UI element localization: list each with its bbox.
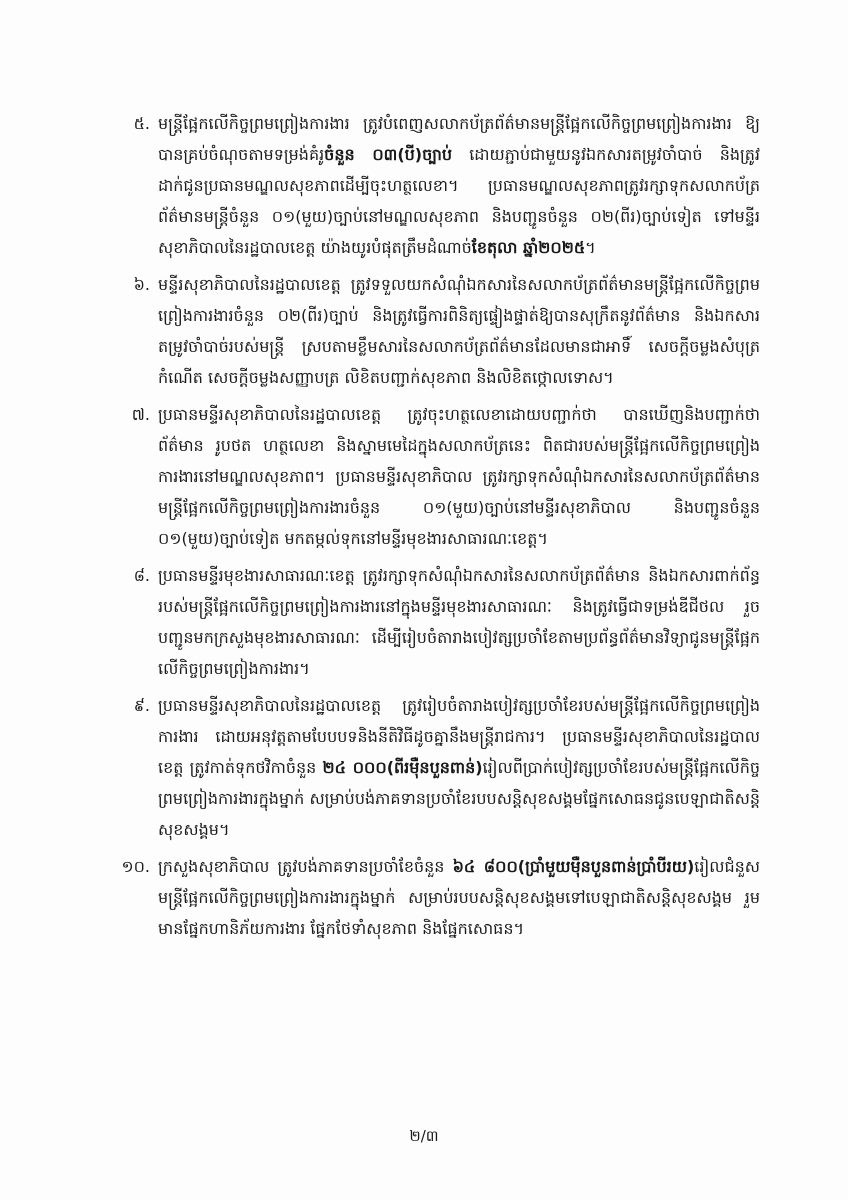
list-item xyxy=(108,399,760,554)
item-text-part: ។ xyxy=(585,238,596,257)
item-number: ៥. xyxy=(133,114,150,133)
item-number: ៩. xyxy=(133,696,150,715)
item-text-part: រៀលជំនួសមន្ត្រីផ្អែកលើកិច្ចព្រមព្រៀងការងារក្នុងម្នាក់ សម្រាប់របបសន្តិសុខសង្គមទៅបេឡាជាតិសន្តិសុខសង្គម រួមមានផ្នែកហានិភ័យការងារ ផ្នែកថែទាំសុខភាព និងផ្នែកសោធន។ xyxy=(158,857,760,938)
item-text-part: រៀលពីប្រាក់បៀវត្សប្រចាំខែរបស់មន្ត្រីផ្អែកលើកិច្ចព្រមព្រៀងការងារក្នុងម្នាក់ សម្រាប់បង់ភាគទានប្រចាំខែរបបសន្តិសុខសង្គមផ្នែកសោធនជូនបេឡាជាតិសន្តិសុខសង្គម។ xyxy=(158,758,761,839)
item-text-part: ប្រធានមន្ទីរសុខាភិបាលនៃរដ្ឋបាលខេត្ត ត្រូវរៀបចំតារាងបៀវត្សប្រចាំខែរបស់មន្ត្រីផ្អែកលើកិច្ចព្រមព្រៀងការងារ ដោយអនុវត្តតាមបែបបទនិងនីតិវិធីដូចគ្នានឹងមន្ត្រីរាជការ។ ប្រធានមន្ទីរសុខាភិបាលនៃរដ្ឋបាលខេត្ត ត្រូវកាត់ទុកថវិកាចំនួន xyxy=(158,696,760,777)
item-bold-part: ២៤ ០០០(ពីរម៉ឺនបួនពាន់) xyxy=(322,758,483,777)
item-text xyxy=(158,851,760,944)
item-text-part: មន្ត្រីផ្អែកលើកិច្ចព្រមព្រៀងការងារ ត្រូវបំពេញសលាកប័ត្រព័ត៌មានមន្ត្រីផ្អែកលើកិច្ចព្រមព្រៀងការងារ ឱ្យបានគ្រប់ចំណុចតាមទម្រង់គំរូ xyxy=(158,114,760,164)
item-text-part: ប្រធានមន្ទីរសុខាភិបាលនៃរដ្ឋបាលខេត្ត ត្រូវចុះហត្ថលេខាដោយបញ្ជាក់ថា បានឃើញនិងបញ្ជាក់ថាព័ត៌មាន រូបថត ហត្ថលេខា និងស្នាមមេដៃក្នុងសលាកប័ត្រនេះ ពិតជារបស់មន្ត្រីផ្អែកលើកិច្ចព្រមព្រៀងការងារនៅមណ្ឌលសុខភាព។ ប្រធានមន្ទីរសុខាភិបាល ត្រូវរក្សាទុកសំណុំឯកសារនៃសលាកប័ត្រព័ត៌មានមន្ត្រីផ្អែកលើកិច្ចព្រមព្រៀងការងារចំនួន ០១(មួយ)ច្បាប់នៅមន្ទីរសុខាភិបាល និងបញ្ជូនចំនួន ០១(មួយ)ច្បាប់ទៀត មកតម្កល់ទុកនៅមន្ទីរមុខងារសាធារណៈខេត្ត។ xyxy=(158,405,760,548)
item-text-part: ក្រសួងសុខាភិបាល ត្រូវបង់ភាគទានប្រចាំខែចំនួន xyxy=(158,857,453,876)
item-number: ៧. xyxy=(131,405,150,424)
item-bold-part: ខែតុលា ឆ្នាំ២០២៥ xyxy=(471,238,586,257)
instruction-list xyxy=(108,108,760,950)
item-bold-part: ចំនួន ០៣(បី)ច្បាប់ xyxy=(324,145,453,164)
item-text xyxy=(158,690,760,845)
item-text xyxy=(158,269,760,393)
item-number: ១០. xyxy=(121,857,150,876)
page-number: ២/៣ xyxy=(409,1127,439,1145)
item-text xyxy=(158,560,760,684)
item-text-part: ដោយភ្ជាប់ជាមួយនូវឯកសារតម្រូវចាំបាច់ និងត្រូវដាក់ជូនប្រធានមណ្ឌលសុខភាពដើម្បីចុះហត្ថលេខា។ ប្រធានមណ្ឌលសុខភាពត្រូវរក្សាទុកសលាកប័ត្រព័ត៌មានមន្ត្រីចំនួន ០១(មួយ)ច្បាប់នៅមណ្ឌលសុខភាព និងបញ្ជូនចំនួន ០២(ពីរ)ច្បាប់ទៀត ទៅមន្ទីរសុខាភិបាលនៃរដ្ឋបាលខេត្ត យ៉ាងយូរបំផុតត្រឹមដំណាច់ xyxy=(158,145,761,257)
list-item xyxy=(108,690,760,845)
item-text xyxy=(158,399,760,554)
item-text-part: មន្ទីរសុខាភិបាលនៃរដ្ឋបាលខេត្ត ត្រូវទទួលយកសំណុំឯកសារនៃសលាកប័ត្រព័ត៌មានមន្ត្រីផ្អែកលើកិច្ចព្រមព្រៀងការងារចំនួន ០២(ពីរ)ច្បាប់ និងត្រូវធ្វើការពិនិត្យផ្ទៀងផ្ទាត់ឱ្យបានសុក្រឹតនូវព័ត៌មាន និងឯកសារតម្រូវចាំបាច់របស់មន្ត្រី ស្របតាមខ្លឹមសារនៃសលាកប័ត្រព័ត៌មានដែលមានជាអាទិ៍ សេចក្តីចម្លងសំបុត្រកំណើត សេចក្តីចម្លងសញ្ញាបត្រ លិខិតបញ្ជាក់សុខភាព និងលិខិតថ្កោលទោស។ xyxy=(158,275,760,387)
list-item xyxy=(108,851,760,944)
list-item xyxy=(108,269,760,393)
item-number: ៨. xyxy=(133,566,150,585)
list-item xyxy=(108,560,760,684)
item-text xyxy=(158,108,760,263)
item-number: ៦. xyxy=(133,275,150,294)
list-item xyxy=(108,108,760,263)
item-text-part: ប្រធានមន្ទីរមុខងារសាធារណៈខេត្ត ត្រូវរក្សាទុកសំណុំឯកសារនៃសលាកប័ត្រព័ត៌មាន និងឯកសារពាក់ព័ន្ធរបស់មន្ត្រីផ្អែកលើកិច្ចព្រមព្រៀងការងារនៅក្នុងមន្ទីរមុខងារសាធារណៈ និងត្រូវធ្វើជាទម្រង់ឌីជីថល រួចបញ្ជូនមកក្រសួងមុខងារសាធារណៈ ដើម្បីរៀបចំតារាងបៀវត្សប្រចាំខែតាមប្រព័ន្ធព័ត៌មានវិទ្យាជូនមន្ត្រីផ្អែកលើកិច្ចព្រមព្រៀងការងារ។ xyxy=(158,566,760,678)
item-bold-part: ៦៤ ៨០០(ប្រាំមួយម៉ឺនបួនពាន់ប្រាំបីរយ) xyxy=(452,857,695,876)
